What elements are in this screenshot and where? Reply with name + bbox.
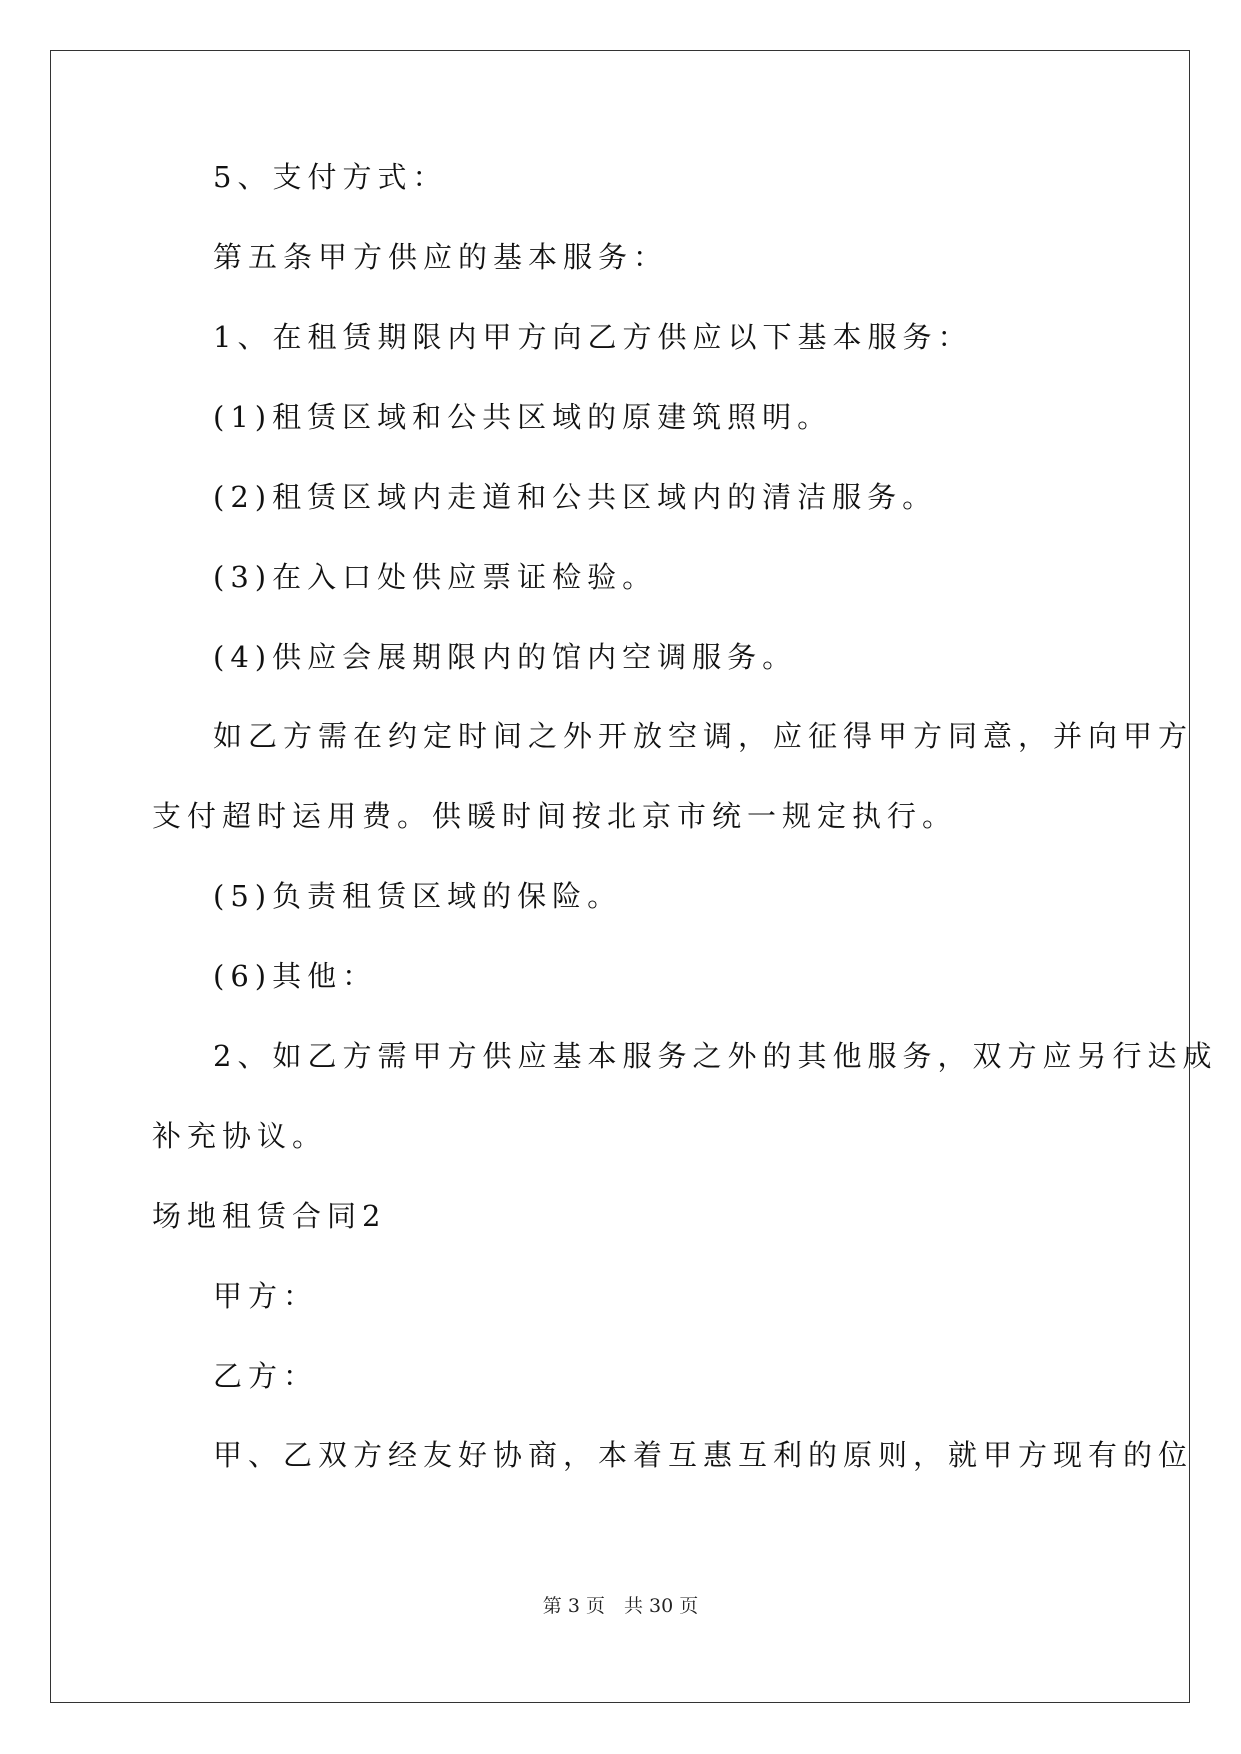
paragraph-line: 甲、乙双方经友好协商，本着互惠互利的原则，就甲方现有的位 bbox=[213, 1438, 1194, 1472]
list-item: (4)供应会展期限内的馆内空调服务。 bbox=[213, 640, 798, 674]
paragraph-line: 如乙方需在约定时间之外开放空调，应征得甲方同意，并向甲方 bbox=[213, 719, 1194, 753]
paragraph-line: 1、在租赁期限内甲方向乙方供应以下基本服务： bbox=[213, 320, 973, 354]
list-item: (5)负责租赁区域的保险。 bbox=[213, 879, 623, 913]
list-item: (6)其他： bbox=[213, 959, 378, 993]
paragraph-line: 支付超时运用费。供暖时间按北京市统一规定执行。 bbox=[152, 799, 958, 833]
party-b-label: 乙方： bbox=[213, 1359, 319, 1393]
section-title: 场地租赁合同2 bbox=[152, 1199, 387, 1233]
paragraph-line: 补充协议。 bbox=[152, 1119, 328, 1153]
list-item: (3)在入口处供应票证检验。 bbox=[213, 560, 658, 594]
list-item: (2)租赁区域内走道和公共区域内的清洁服务。 bbox=[213, 480, 938, 514]
party-a-label: 甲方： bbox=[213, 1279, 319, 1313]
list-item: (1)租赁区域和公共区域的原建筑照明。 bbox=[213, 400, 833, 434]
paragraph-line: 5、支付方式： bbox=[213, 160, 448, 194]
paragraph-line: 2、如乙方需甲方供应基本服务之外的其他服务，双方应另行达成 bbox=[213, 1039, 1218, 1073]
article-heading: 第五条甲方供应的基本服务： bbox=[213, 240, 669, 274]
page-number-footer: 第 3 页 共 30 页 bbox=[542, 1595, 699, 1617]
